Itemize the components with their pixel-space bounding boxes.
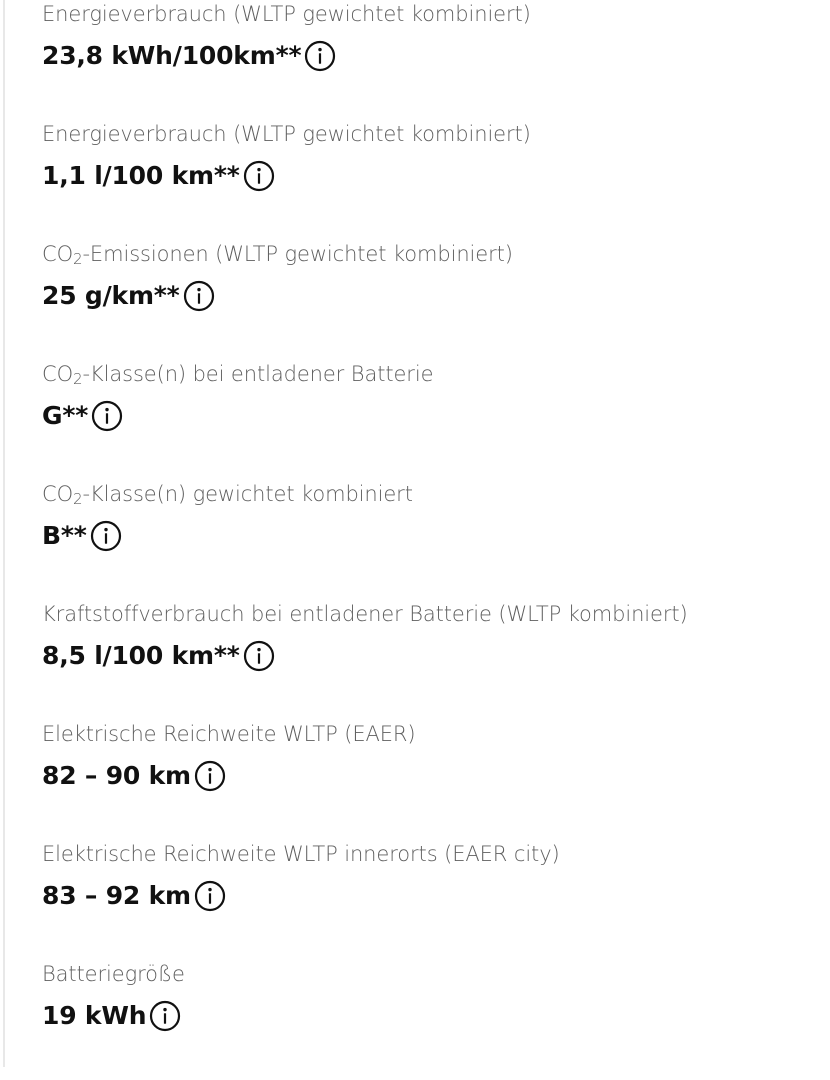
spec-value-row: [42, 759, 226, 793]
spec-value: G**: [42, 401, 89, 430]
spec-value-row: [42, 519, 122, 553]
spec-label: Batteriegröße: [42, 962, 185, 986]
info-icon[interactable]: [149, 1000, 181, 1032]
info-icon[interactable]: [90, 520, 122, 552]
spec-item-co2-class-discharged: [42, 360, 812, 480]
spec-value: 83 – 92 km: [42, 881, 191, 910]
spec-value: 23,8 kWh/100km**: [42, 41, 302, 70]
spec-label: Energieverbrauch (WLTP gewichtet kombiniert): [42, 122, 531, 146]
info-icon[interactable]: [194, 880, 226, 912]
spec-value-row: [42, 639, 275, 673]
spec-item-energy-kwh: [42, 0, 812, 120]
spec-value-row: [42, 279, 215, 313]
spec-item-electric-range-city: [42, 840, 812, 960]
spec-value-row: [42, 879, 226, 913]
spec-item-co2-emissions: [42, 240, 812, 360]
spec-value: 82 – 90 km: [42, 761, 191, 790]
spec-list: [42, 0, 812, 1080]
spec-value: 1,1 l/100 km**: [42, 161, 240, 190]
spec-item-energy-fuel: [42, 120, 812, 240]
spec-label: $CO_2$-Emissionen (WLTP gewichtet kombiniert): [42, 242, 513, 268]
spec-value: 19 kWh: [42, 1001, 147, 1030]
info-icon[interactable]: [91, 400, 123, 432]
spec-label: Kraftstoffverbrauch bei entladener Batterie (WLTP kombiniert): [42, 602, 688, 626]
spec-value-row: [42, 399, 123, 433]
info-icon[interactable]: [194, 760, 226, 792]
spec-item-electric-range: [42, 720, 812, 840]
spec-label: Elektrische Reichweite WLTP innerorts (EAER city): [42, 842, 560, 866]
spec-value: 25 g/km**: [42, 281, 180, 310]
spec-value-row: [42, 39, 336, 73]
info-icon[interactable]: [183, 280, 215, 312]
spec-value-row: [42, 159, 275, 193]
spec-item-battery-size: [42, 960, 812, 1080]
spec-value: 8,5 l/100 km**: [42, 641, 240, 670]
spec-value-row: [42, 999, 181, 1033]
spec-label: $CO_2-Klasse(n)$ bei entladener Batterie: [42, 362, 434, 388]
info-icon[interactable]: [304, 40, 336, 72]
spec-label: Elektrische Reichweite WLTP (EAER): [42, 722, 416, 746]
spec-value: B**: [42, 521, 87, 550]
spec-item-fuel-discharged: [42, 600, 812, 720]
spec-item-co2-class-weighted: [42, 480, 812, 600]
info-icon[interactable]: [243, 640, 275, 672]
spec-label: $CO_2-Klasse(n)$ gewichtet kombiniert: [42, 482, 413, 508]
spec-label: Energieverbrauch (WLTP gewichtet kombiniert): [42, 2, 531, 26]
left-divider: [3, 0, 5, 1067]
info-icon[interactable]: [243, 160, 275, 192]
